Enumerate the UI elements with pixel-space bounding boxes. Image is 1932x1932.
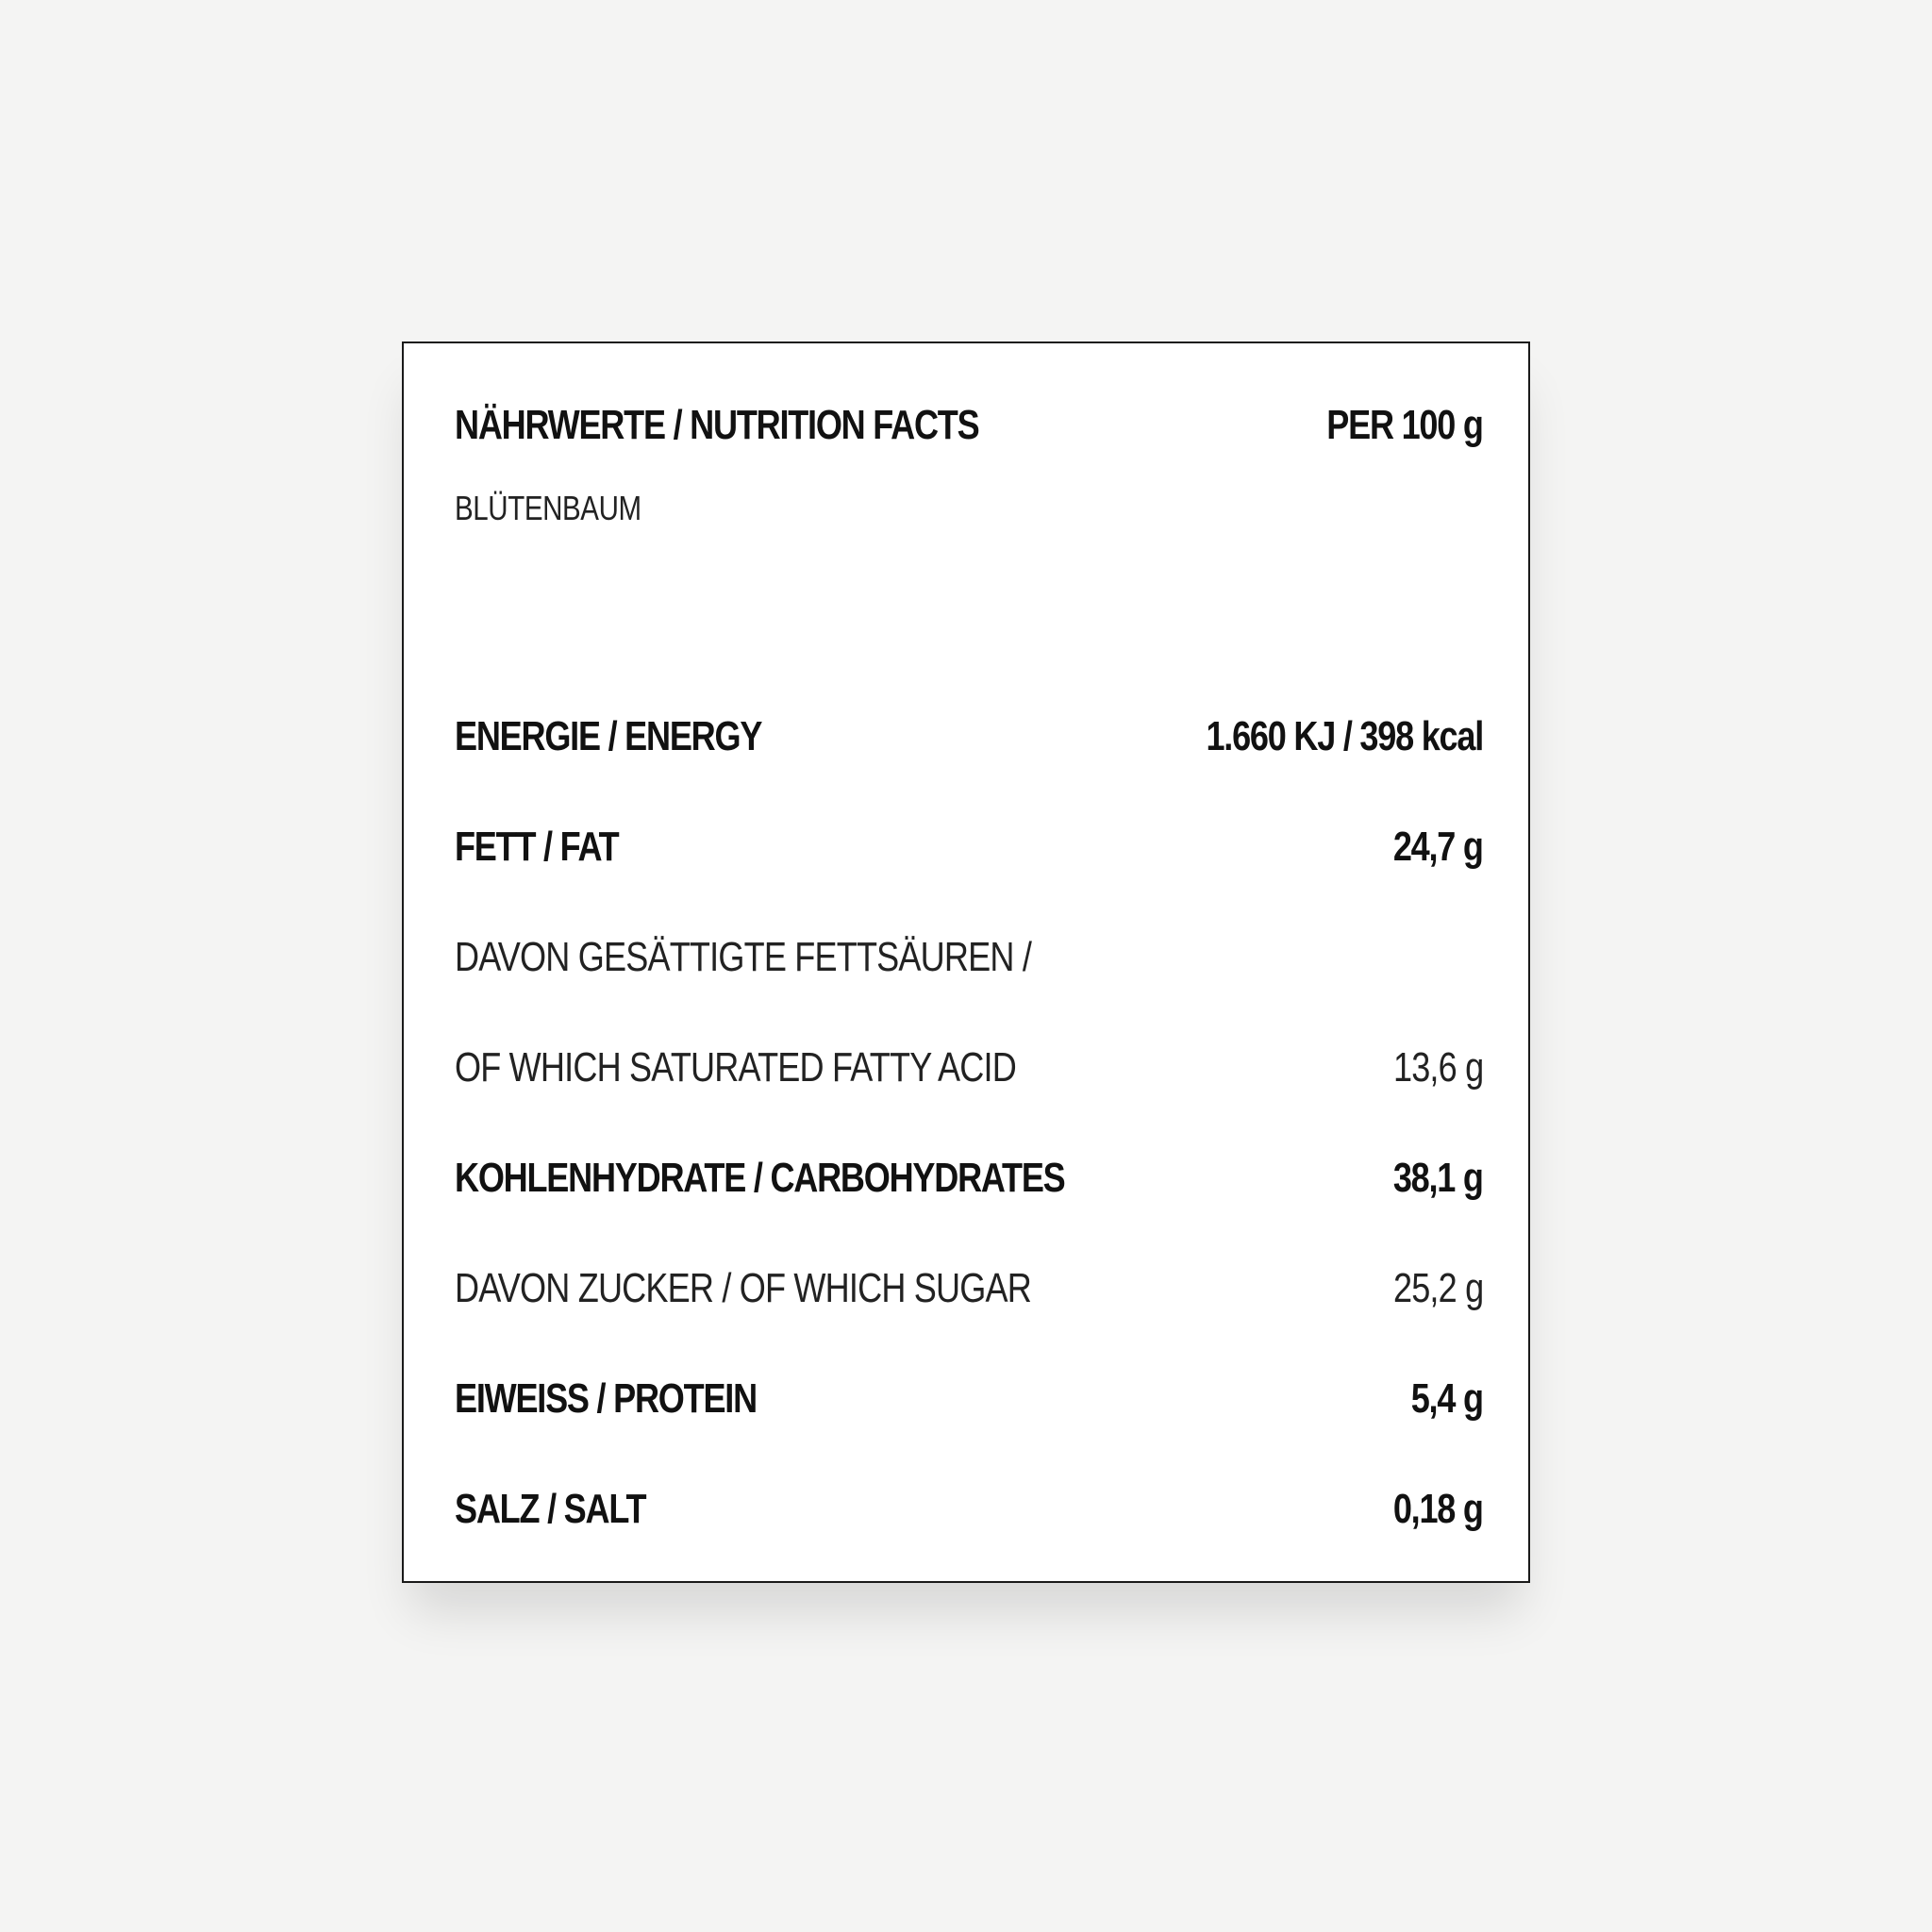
nutrient-label: DAVON GESÄTTIGTE FETTSÄUREN / (455, 934, 1032, 980)
product-name: BLÜTENBAUM (455, 489, 641, 527)
per-100g-label: PER 100 g (1326, 402, 1483, 448)
nutrient-row-saturated-de (455, 934, 1483, 981)
nutrition-title: NÄHRWERTE / NUTRITION FACTS (455, 402, 979, 448)
nutrient-value: 38,1 g (1393, 1155, 1483, 1201)
nutrient-row-saturated-en (455, 1044, 1483, 1091)
nutrient-value: 24,7 g (1393, 824, 1483, 870)
nutrient-label: KOHLENHYDRATE / CARBOHYDRATES (455, 1155, 1065, 1201)
nutrient-row-sugar (455, 1265, 1483, 1312)
nutrient-label: ENERGIE / ENERGY (455, 713, 762, 759)
nutrient-label: FETT / FAT (455, 824, 619, 870)
nutrient-label: OF WHICH SATURATED FATTY ACID (455, 1044, 1016, 1091)
nutrient-row-fat (455, 824, 1483, 871)
nutrition-facts-card (402, 341, 1530, 1583)
nutrient-row-energy (455, 713, 1483, 760)
nutrient-value: 13,6 g (1392, 1044, 1483, 1091)
nutrient-label: EIWEISS / PROTEIN (455, 1375, 757, 1422)
nutrient-value: 0,18 g (1393, 1486, 1483, 1532)
nutrient-row-carbohydrates (455, 1155, 1483, 1202)
nutrient-value: 1.660 KJ / 398 kcal (1206, 713, 1483, 759)
nutrient-row-protein (455, 1375, 1483, 1423)
nutrient-label: SALZ / SALT (455, 1486, 646, 1532)
product-row (455, 489, 1483, 528)
nutrient-value: 25,2 g (1392, 1265, 1483, 1311)
nutrient-row-salt (455, 1486, 1483, 1533)
nutrient-label: DAVON ZUCKER / OF WHICH SUGAR (455, 1265, 1031, 1311)
nutrient-value: 5,4 g (1410, 1375, 1483, 1422)
header-row (455, 402, 1483, 449)
